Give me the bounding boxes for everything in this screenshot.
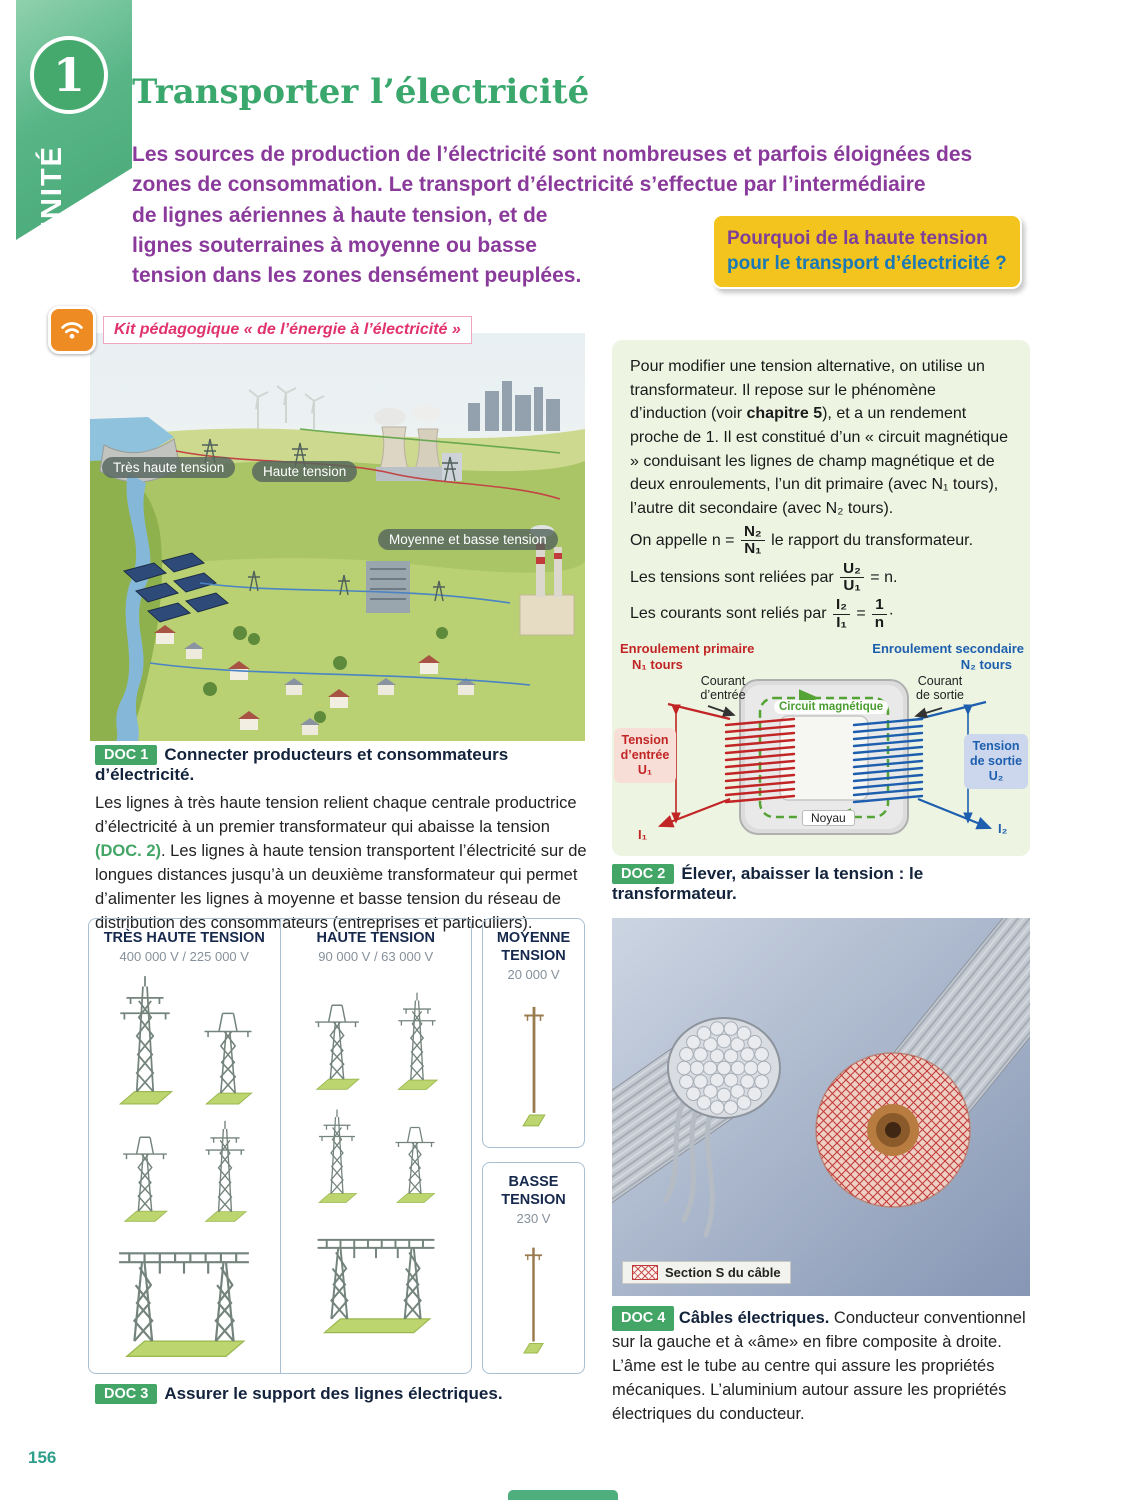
- pylon-tht-2: [199, 986, 257, 1106]
- doc2-para-a: Pour modifier une tension alternative, on utilise un transformateur. Il repose sur le phénomène d’induction (voir: [630, 358, 985, 423]
- doc2-paragraph: [612, 340, 1030, 521]
- formula-tensions-text: Les tensions sont reliées par: [630, 568, 839, 586]
- question-line-1: Pourquoi de la haute tension: [727, 228, 988, 249]
- ht-title: HAUTE TENSION: [316, 930, 435, 946]
- legend-text: Section S du câble: [665, 1265, 781, 1280]
- bt-title: BASSE TENSION: [501, 1174, 566, 1209]
- substation-building: [366, 561, 410, 613]
- doc1-body-b: . Les lignes à haute tension transportent l’électricité sur de longues distances jusqu’à un deuxième transformateur qui permet d’alimenter les lignes à moyenne et basse tension du réseau de distribution des consommateurs (entreprises et particuliers).: [95, 841, 587, 932]
- fraction-1-n: $\frac{1}{n}$: [872, 597, 886, 631]
- pole-bt: [522, 1238, 545, 1355]
- i2-label: I₂: [998, 821, 1008, 836]
- tht-values: 400 000 V / 225 000 V: [119, 949, 249, 965]
- doc1-body: [95, 792, 593, 936]
- label-moyenne-basse-tension: Moyenne et basse tension: [378, 529, 558, 550]
- transformer-diagram: [612, 640, 1030, 854]
- pylon-ht-4: [391, 1105, 439, 1204]
- doc2-para-c: ), et a un rendement proche de 1. Il est constitué d’un « circuit magnétique » conduisant les lignes de champ magnétique et de deux enroulements, l’un dit primaire (avec N₁ tours), l’autre dit secondaire (avec N₂ tours).: [630, 405, 1008, 518]
- formula-rapport: [630, 524, 1030, 558]
- doc3-figure: [88, 918, 585, 1376]
- pylon-ht-3: [313, 1105, 361, 1204]
- page-title: Transporter l’électricité: [132, 72, 590, 112]
- magnetic-circuit-label: Circuit magnétique: [774, 700, 888, 714]
- intro-paragraph-1: Les sources de production de l’électricité sont nombreuses et parfois éloignées des zones de consommation. Le transport d’électricité s’effectue par l’intermédiaire: [132, 143, 973, 196]
- formula-tensions: [630, 561, 1030, 595]
- ht-values: 90 000 V / 63 000 V: [318, 949, 434, 965]
- bt-box: [482, 1162, 585, 1374]
- doc1-body-a: Les lignes à très haute tension relient chaque centrale productrice d’électricité à un premier transformateur qui abaisse la tension: [95, 794, 577, 836]
- doc2-reference: (DOC. 2): [95, 841, 161, 860]
- network-illustration: [90, 333, 585, 741]
- label-haute-tension: Haute tension: [252, 461, 357, 482]
- ht-column: [280, 919, 472, 1373]
- secondary-winding-label: Enroulement secondaire: [872, 641, 1024, 656]
- unit-label: UNITÉ: [36, 145, 68, 242]
- doc1-caption: [95, 745, 593, 936]
- hatch-swatch-icon: [632, 1265, 658, 1280]
- kit-badge: [48, 306, 472, 354]
- doc3-caption: [95, 1384, 503, 1404]
- input-voltage-box: Tension d’entrée U₁: [614, 728, 676, 783]
- pylon-tht-1: [112, 970, 178, 1106]
- mt-title: MOYENNE TENSION: [496, 930, 571, 965]
- input-current-label: Courant d’entrée: [700, 674, 746, 703]
- pylon-tht-4: [199, 1116, 251, 1223]
- doc1-title: Connecter producteurs et consommateurs d’électricité.: [95, 745, 509, 784]
- doc2-badge: DOC 2: [612, 864, 674, 884]
- doc2-caption-text: Élever, abaisser la tension : le transformateur.: [612, 864, 924, 903]
- doc4-caption: [612, 1306, 1034, 1427]
- formula-rapport-tail: le rapport du transformateur.: [766, 531, 974, 549]
- unit-number: 1: [30, 36, 108, 114]
- fraction-u2-u1: $\frac{\text{U₂}}{\text{U₁}}$: [840, 561, 864, 595]
- primary-turns-label: N₁ tours: [632, 657, 683, 672]
- core-label: Noyau: [802, 810, 855, 826]
- doc3-badge: DOC 3: [95, 1384, 157, 1404]
- doc3-caption-text: Assurer le support des lignes électriques.: [164, 1384, 503, 1403]
- fraction-n2-n1: $\frac{\text{N₂}}{\text{N₁}}$: [741, 524, 765, 558]
- pylon-ht-2: [392, 988, 442, 1091]
- doc4-caption-body: Conducteur conventionnel sur la gauche et à «âme» en fibre composite à droite. L’âme est le tube au centre qui assure les propriétés mécaniques. L’aluminium autour assure les propriétés électriques du conducteur.: [612, 1308, 1026, 1423]
- tht-title: TRÈS HAUTE TENSION: [103, 930, 265, 946]
- section-legend: [622, 1261, 791, 1284]
- doc4-photo: [612, 918, 1030, 1296]
- bt-values: 230 V: [516, 1211, 551, 1227]
- signal-icon: [48, 306, 96, 354]
- kit-label: Kit pédagogique « de l’énergie à l’électricité »: [103, 316, 472, 344]
- doc2-caption: [612, 864, 1032, 904]
- mt-values: 20 000 V: [507, 967, 560, 983]
- pylon-chart: [88, 918, 472, 1374]
- formula-rapport-text: On appelle n =: [630, 531, 739, 549]
- right-cable-section: [816, 1053, 970, 1207]
- question-box: [712, 214, 1022, 289]
- formula-tensions-tail: = n.: [865, 568, 898, 586]
- page-number: 156: [28, 1448, 57, 1467]
- intro-paragraph-2: de lignes aériennes à haute tension, et de lignes souterraines à moyenne ou basse tension dans les zones densément peuplées.: [132, 204, 582, 287]
- tht-column: [89, 919, 280, 1373]
- formula-courants-text: Les courants sont reliés par: [630, 605, 831, 623]
- fraction-i2-i1: $\frac{\text{I₂}}{\text{I₁}}$: [833, 597, 850, 631]
- mt-box: [482, 918, 585, 1148]
- pylon-tht-gantry: [114, 1229, 254, 1359]
- doc2-para-bold: chapitre 5: [746, 405, 823, 423]
- doc2-panel: [612, 340, 1030, 856]
- u2-symbol: U₂: [988, 769, 1004, 783]
- bottom-tab: [508, 1490, 618, 1500]
- label-tres-haute-tension: Très haute tension: [102, 457, 235, 478]
- u1-symbol: U₁: [637, 763, 653, 777]
- formula-courants: Les courants sont reliés par $\frac{\text{I₂}}{\text{I₁}}$ = $\frac{1}{n}$ ·: [630, 596, 894, 631]
- doc4-badge: DOC 4: [612, 1306, 674, 1331]
- pylon-tht-3: [118, 1112, 172, 1223]
- left-cable-section: [668, 1018, 780, 1118]
- output-voltage-box: Tension de sortie U₂: [964, 734, 1028, 789]
- primary-winding-label: Enroulement primaire: [620, 641, 755, 656]
- doc1-badge: DOC 1: [95, 745, 157, 765]
- pole-mt: [521, 996, 547, 1128]
- output-current-label: Courant de sortie: [916, 674, 964, 703]
- doc4-caption-bold: Câbles électriques.: [678, 1308, 830, 1327]
- i1-label: I₁: [638, 827, 647, 842]
- pylon-ht-1: [310, 980, 364, 1091]
- cables-image: [612, 918, 1030, 1296]
- pylon-ht-gantry: [313, 1218, 439, 1335]
- question-line-2: pour le transport d’électricité ?: [727, 252, 1007, 274]
- secondary-turns-label: N₂ tours: [960, 657, 1012, 672]
